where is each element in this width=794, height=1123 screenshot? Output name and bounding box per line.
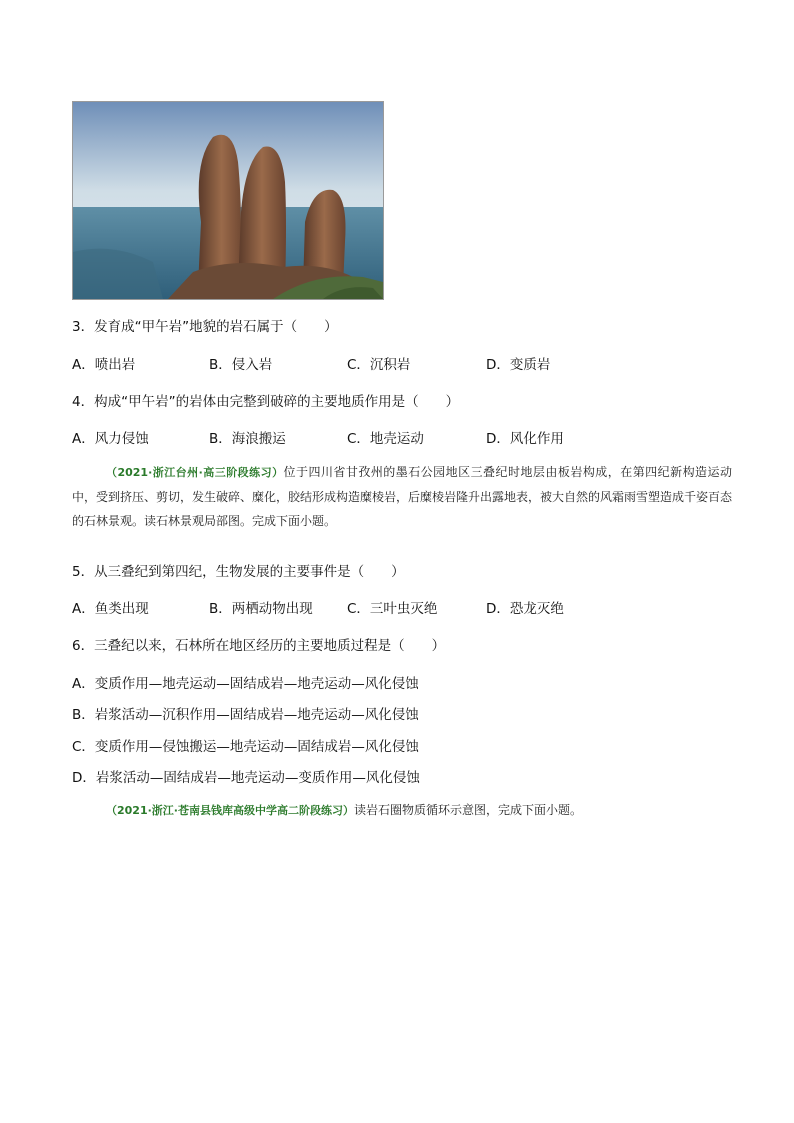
- question-3: 3．发育成“甲午岩”地貌的岩石属于（ ）: [72, 319, 338, 335]
- q5-option-a[interactable]: A．鱼类出现: [72, 601, 149, 617]
- q6-option-b[interactable]: B．岩浆活动—沉积作用—固结成岩—地壳运动—风化侵蚀: [72, 707, 419, 723]
- question-5-options: [72, 600, 564, 618]
- question-5: 5．从三叠纪到第四纪，生物发展的主要事件是（ ）: [72, 564, 405, 580]
- q4-option-a[interactable]: A．风力侵蚀: [72, 431, 149, 447]
- q3-option-b[interactable]: B．侵入岩: [209, 357, 273, 373]
- q3-option-a[interactable]: A．喷出岩: [72, 357, 136, 373]
- q5-option-b[interactable]: B．两栖动物出现: [209, 601, 313, 617]
- q5-option-c[interactable]: C．三叶虫灭绝: [347, 601, 438, 617]
- q3-option-c[interactable]: C．沉积岩: [347, 357, 411, 373]
- rock-landscape-image: [73, 102, 383, 299]
- q4-option-d[interactable]: D．风化作用: [486, 431, 564, 447]
- passage-stone-forest: [72, 460, 732, 533]
- q5-option-d[interactable]: D．恐龙灭绝: [486, 601, 564, 617]
- passage-rock-cycle: [72, 798, 732, 823]
- q4-option-c[interactable]: C．地壳运动: [347, 431, 424, 447]
- passage-1-text: 位于四川省甘孜州的墨石公园地区三叠纪时地层由板岩构成，在第四纪新构造运动中，受到挤压、剪切，发生破碎、糜化，胶结形成构造糜棱岩，后糜棱岩隆升出露地表，被大自然的风霜雨雪塑造成千姿百态的石林景观。读石林景观局部图。完成下面小题。: [72, 465, 733, 528]
- q6-option-a[interactable]: A．变质作用—地壳运动—固结成岩—地壳运动—风化侵蚀: [72, 676, 419, 692]
- sea-rock-photo: [72, 101, 384, 300]
- q6-option-d[interactable]: D．岩浆活动—固结成岩—地壳运动—变质作用—风化侵蚀: [72, 770, 420, 786]
- q3-option-d[interactable]: D．变质岩: [486, 357, 551, 373]
- q6-option-c[interactable]: C．变质作用—侵蚀搬运—地壳运动—固结成岩—风化侵蚀: [72, 739, 419, 755]
- question-4: 4．构成“甲午岩”的岩体由完整到破碎的主要地质作用是（ ）: [72, 394, 460, 410]
- q4-option-b[interactable]: B．海浪搬运: [209, 431, 286, 447]
- passage-2-text: 读岩石圈物质循环示意图，完成下面小题。: [353, 803, 582, 817]
- passage-1-source: （2021·浙江台州·高三阶段练习）: [106, 466, 284, 479]
- passage-2-source: （2021·浙江·苍南县钱库高级中学高二阶段练习）: [106, 804, 354, 817]
- question-4-options: [72, 430, 564, 448]
- question-3-options: [72, 356, 550, 374]
- question-6: 6．三叠纪以来，石林所在地区经历的主要地质过程是（ ）: [72, 638, 446, 654]
